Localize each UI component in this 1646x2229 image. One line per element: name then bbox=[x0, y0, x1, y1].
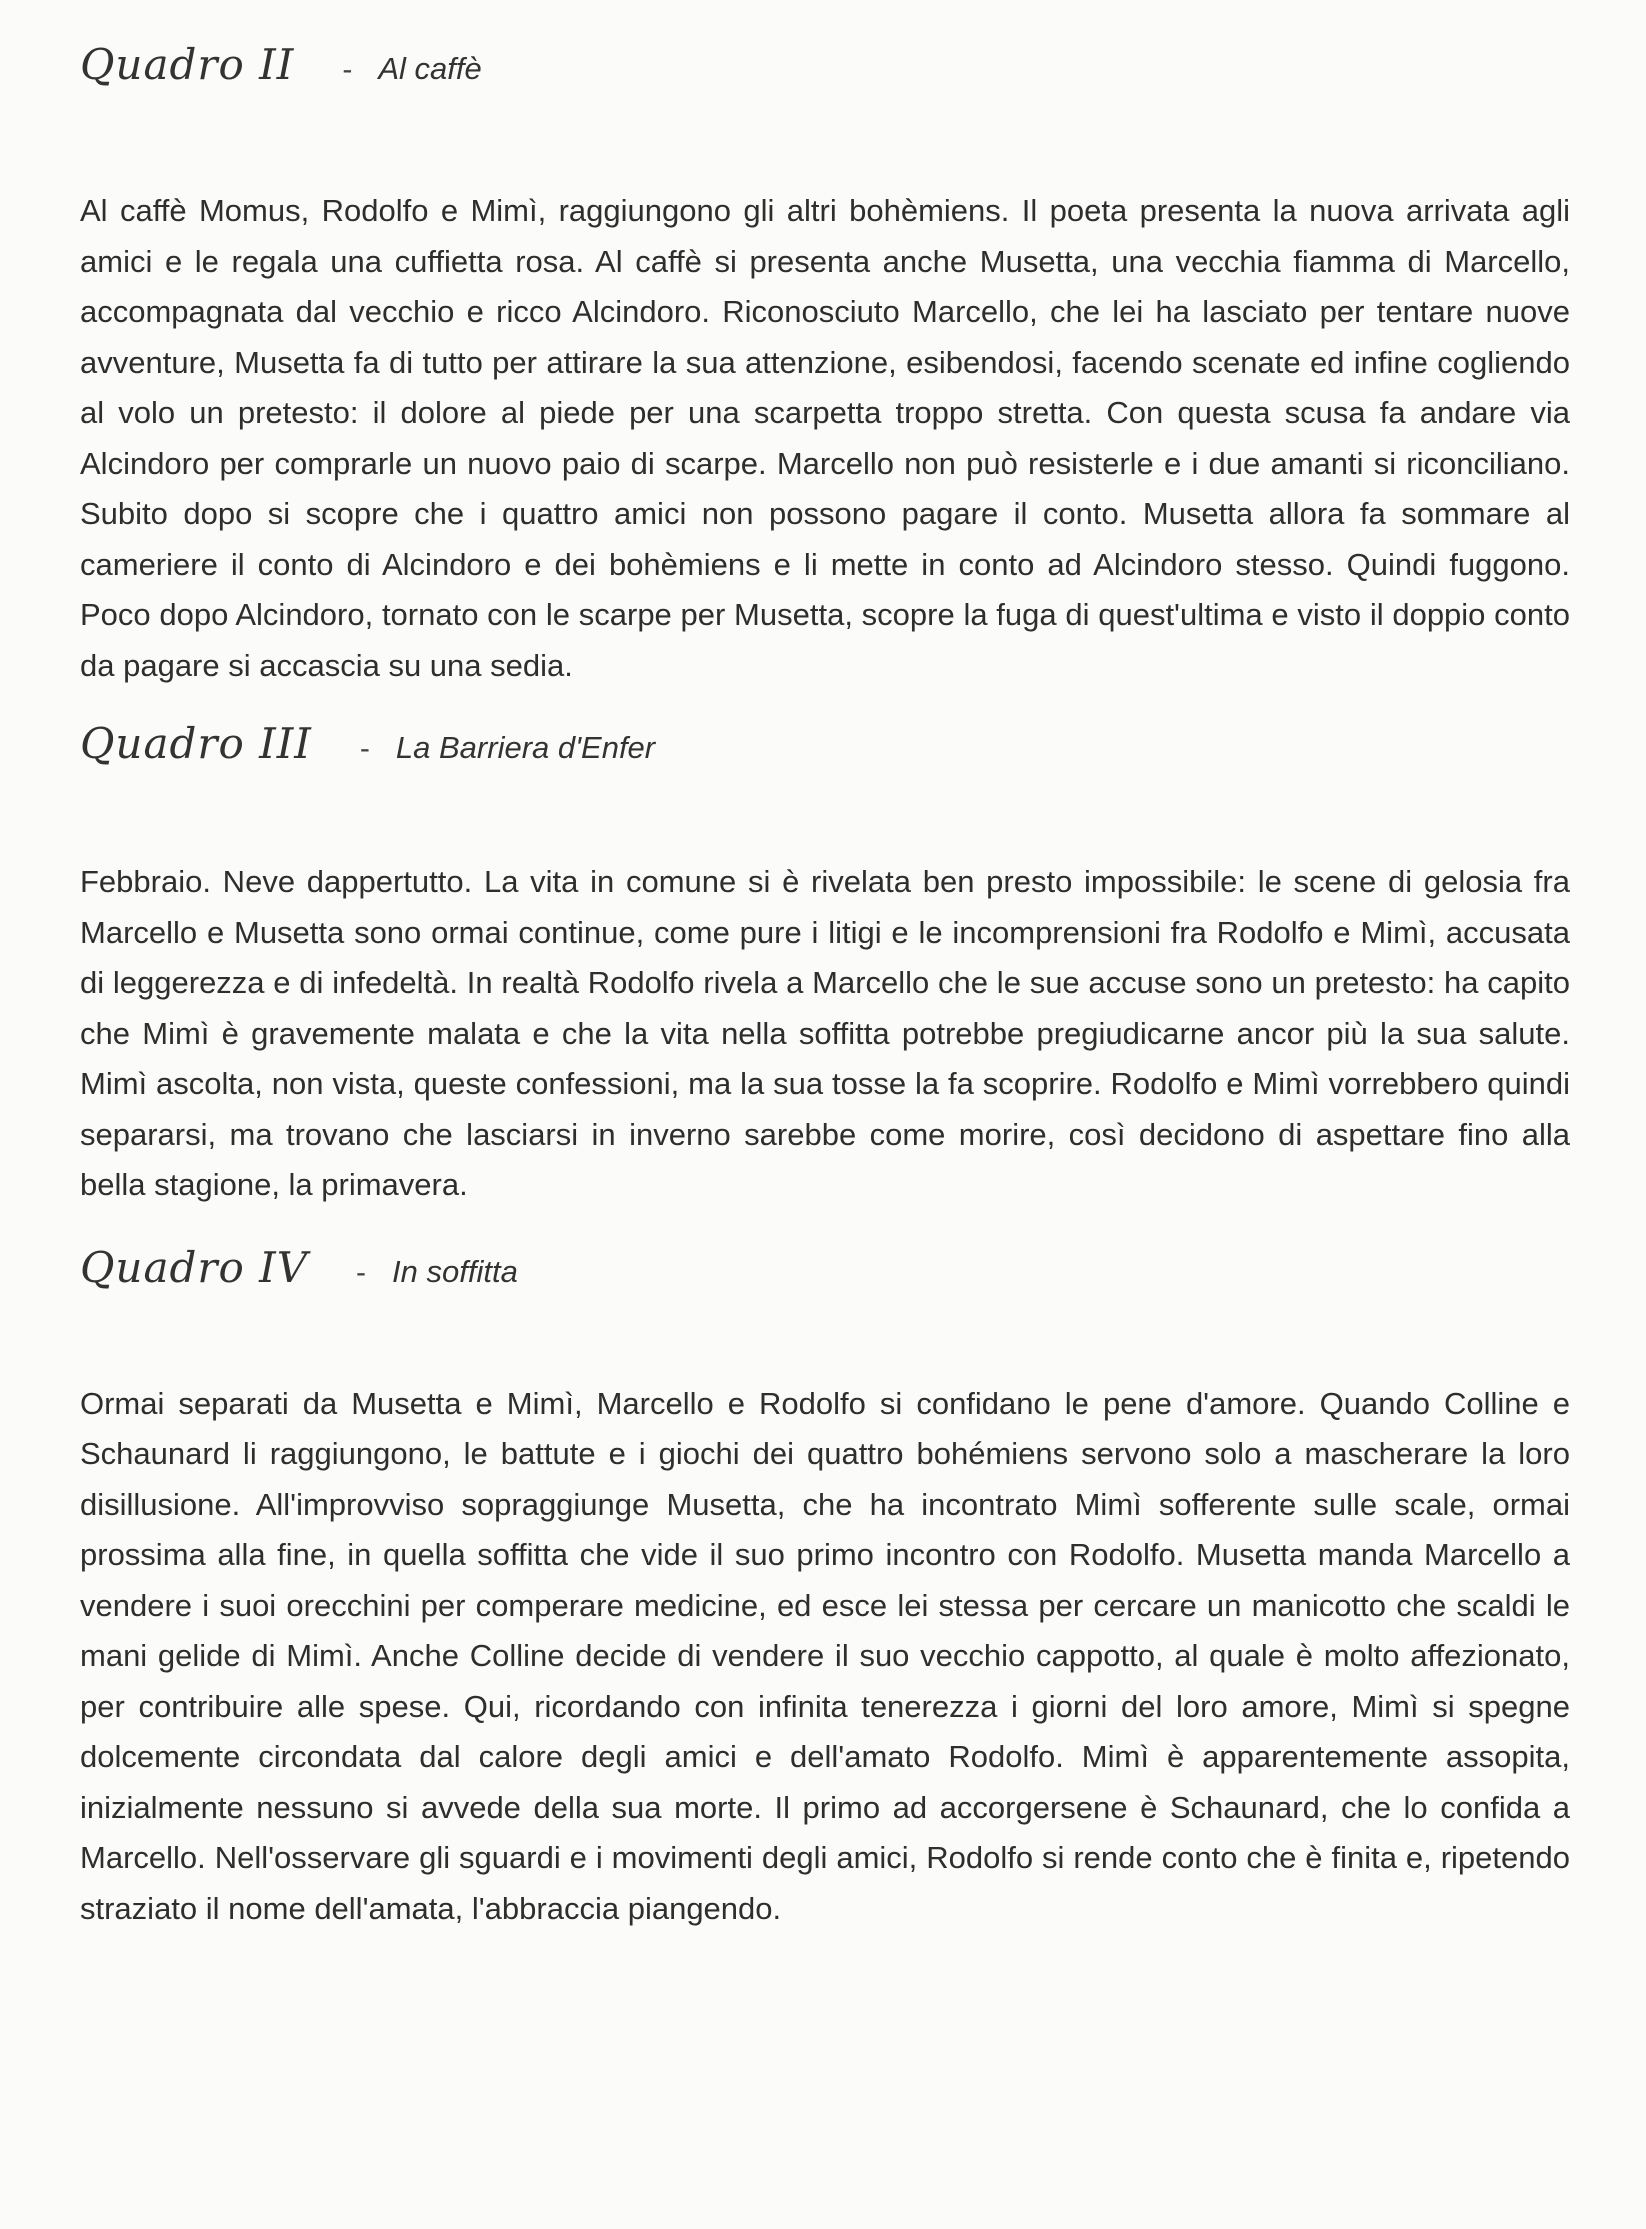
section-title: Quadro IV bbox=[80, 1242, 309, 1292]
section-paragraph-quadro-ii: Al caffè Momus, Rodolfo e Mimì, raggiungono gli altri bohèmiens. Il poeta presenta la nuova arrivata agli amici e le regala una cuffietta rosa. Al caffè si presenta anche Musetta, una vecchia fiamma di Marcello, accompagnata dal vecchio e ricco Alcindoro. Riconosciuto Marcello, che lei ha lasciato per tentare nuove avventure, Musetta fa di tutto per attirare la sua attenzione, esibendosi, facendo scenate ed infine cogliendo al volo un pretesto: il dolore al piede per una scarpetta troppo stretta. Con questa scusa fa andare via Alcindoro per comprarle un nuovo paio di scarpe. Marcello non può resisterle e i due amanti si riconciliano. Subito dopo si scopre che i quattro amici non possono pagare il conto. Musetta allora fa sommare al cameriere il conto di Alcindoro e dei bohèmiens e li mette in conto ad Alcindoro stesso. Quindi fuggono. Poco dopo Alcindoro, tornato con le scarpe per Musetta, scopre la fuga di quest'ultima e visto il doppio conto da pagare si accascia su una sedia. bbox=[80, 193, 1570, 683]
section-paragraph-quadro-iv: Ormai separati da Musetta e Mimì, Marcello e Rodolfo si confidano le pene d'amore. Quando Colline e Schaunard li raggiungono, le battute e i giochi dei quattro bohémiens servono solo a mascherare la loro disillusione. All'improvviso sopraggiunge Musetta, che ha incontrato Mimì sofferente sulle scale, ormai prossima alla fine, in quella soffitta che vide il suo primo incontro con Rodolfo. Musetta manda Marcello a vendere i suoi orecchini per comperare medicine, ed esce lei stessa per cercare un manicotto che scaldi le mani gelide di Mimì. Anche Colline decide di vendere il suo vecchio cappotto, al quale è molto affezionato, per contribuire alle spese. Qui, ricordando con infinita tenerezza i giorni del loro amore, Mimì si spegne dolcemente circondata dal calore degli amici e dell'amato Rodolfo. Mimì è apparentemente assopita, inizialmente nessuno si avvede della sua morte. Il primo ad accorgersene è Schaunard, che lo confida a Marcello. Nell'osservare gli sguardi e i movimenti degli amici, Rodolfo si rende conto che è finita e, ripetendo straziato il nome dell'amata, l'abbraccia piangendo. bbox=[80, 1385, 1570, 1926]
section-heading-quadro-iii bbox=[80, 719, 1570, 791]
section-subtitle: In soffitta bbox=[392, 1253, 518, 1289]
document-page bbox=[80, 40, 1570, 1934]
section-separator: - bbox=[356, 1255, 367, 1289]
section-title: Quadro II bbox=[80, 40, 295, 89]
section-heading-quadro-iv bbox=[80, 1243, 1570, 1315]
section-subtitle: Al caffè bbox=[378, 51, 482, 86]
section-separator: - bbox=[359, 732, 370, 765]
section-title: Quadro III bbox=[80, 719, 312, 768]
section-paragraph-quadro-iii: Febbraio. Neve dappertutto. La vita in comune si è rivelata ben presto impossibile: le scene di gelosia fra Marcello e Musetta sono ormai continue, come pure i litigi e le incomprensioni fra Rodolfo e Mimì, accusata di leggerezza e di infedeltà. In realtà Rodolfo rivela a Marcello che le sue accuse sono un pretesto: ha capito che Mimì è gravemente malata e che la vita nella soffitta potrebbe pregiudicarne ancor più la sua salute. Mimì ascolta, non vista, queste confessioni, ma la sua tosse la fa scoprire. Rodolfo e Mimì vorrebbero quindi separarsi, ma trovano che lasciarsi in inverno sarebbe come morire, così decidono di aspettare fino alla bella stagione, la primavera. bbox=[80, 864, 1570, 1202]
section-heading-quadro-ii bbox=[80, 40, 1570, 112]
section-subtitle: La Barriera d'Enfer bbox=[395, 730, 656, 765]
section-separator: - bbox=[342, 53, 353, 86]
